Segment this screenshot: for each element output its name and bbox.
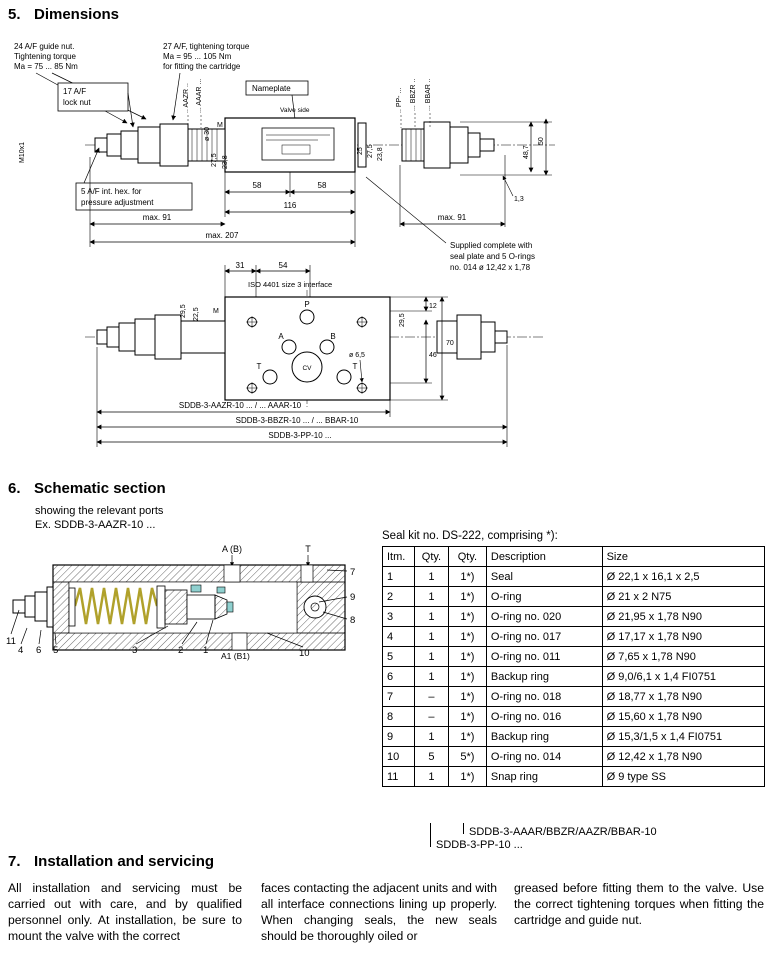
dim-58-a: 58	[252, 181, 262, 190]
dim-dia-6-5: ø 6,5	[349, 352, 365, 359]
table-cell: Ø 21,95 x 1,78 N90	[602, 607, 764, 627]
top-view-cartridge-left	[97, 315, 225, 359]
dim-max-91-right: max. 91	[437, 213, 467, 222]
dim-58-b: 58	[317, 181, 327, 190]
col-header-itm: Itm.	[383, 547, 415, 567]
port-t1-label: T	[256, 362, 262, 371]
iso-interface-label: ISO 4401 size 3 interface	[248, 280, 333, 289]
callout-8: 8	[350, 615, 356, 626]
section-7-heading	[8, 853, 214, 870]
nameplate-label: Nameplate	[252, 84, 291, 93]
col-header-qty1: Qty.	[414, 547, 448, 567]
section-6-heading	[8, 480, 166, 497]
seal-kit-title: Seal kit no. DS-222, comprising *):	[382, 530, 558, 542]
dim-48-7: 48,7	[523, 145, 530, 159]
table-cell: Snap ring	[486, 767, 602, 787]
table-cell: 5	[414, 747, 448, 767]
table-row	[383, 747, 765, 767]
table-cell: 1	[414, 647, 448, 667]
table-row	[383, 687, 765, 707]
table-cell: Ø 21 x 2 N75	[602, 587, 764, 607]
table-cell: Ø 15,60 x 1,78 N90	[602, 707, 764, 727]
table-cell: Ø 18,77 x 1,78 N90	[602, 687, 764, 707]
table-header-row	[383, 547, 765, 567]
dimensions-drawing	[0, 35, 769, 460]
dim-54: 54	[278, 261, 288, 270]
dim-31: 31	[235, 261, 245, 270]
table-cell: 1*)	[448, 707, 486, 727]
installation-col-1: All installation and servicing must be carried out with care, and by qualified personnel only. At installation, be sure to mount the valve with the correct	[8, 881, 242, 943]
dim-29-5-right: 29,5	[399, 313, 406, 327]
supplied-line3: no. 014 ø 12,42 x 1,78	[450, 263, 531, 272]
table-row	[383, 767, 765, 787]
table-row	[383, 667, 765, 687]
callout-3: 3	[132, 645, 138, 656]
table-cell: 1*)	[448, 647, 486, 667]
dim-12: 12	[429, 303, 437, 310]
tag-bbar: ... BBAR ..	[425, 78, 432, 111]
seal-kit-section	[382, 530, 768, 787]
model-line-3: SDDB-3-PP-10 ...	[268, 431, 332, 440]
table-cell: Ø 7,65 x 1,78 N90	[602, 647, 764, 667]
callout-1: 1	[203, 645, 209, 656]
col-header-qty2: Qty.	[448, 547, 486, 567]
table-cell: 1	[414, 587, 448, 607]
tag-aaar: ... AAAR ...	[196, 78, 203, 113]
model-line-1: SDDB-3-AAZR-10 ... / ... AAAR-10	[178, 401, 302, 410]
table-cell: 9	[383, 727, 415, 747]
supplied-note	[366, 177, 535, 272]
footnote-connector-2	[430, 823, 431, 847]
dim-27-5-left: 27,5	[211, 153, 218, 167]
dim-116: 116	[283, 201, 297, 210]
height-dims-right	[460, 119, 552, 203]
table-row	[383, 567, 765, 587]
table-cell: Seal	[486, 567, 602, 587]
callout-5: 5	[53, 645, 59, 656]
table-cell: 1*)	[448, 627, 486, 647]
cartridge-note-line1: 27 A/F, tightening torque	[163, 42, 250, 51]
callout-7: 7	[350, 567, 356, 578]
table-row	[383, 727, 765, 747]
table-cell: 1*)	[448, 567, 486, 587]
dim-23-8-right: 23,8	[377, 147, 384, 161]
table-cell: 1	[414, 727, 448, 747]
seal-kit-footnote-2: SDDB-3-PP-10 ...	[436, 839, 523, 851]
table-cell: Ø 22,1 x 16,1 x 2,5	[602, 567, 764, 587]
table-cell: 1	[383, 567, 415, 587]
table-cell: 1*)	[448, 687, 486, 707]
table-cell: 1*)	[448, 607, 486, 627]
table-cell: O-ring no. 020	[486, 607, 602, 627]
table-cell: 1*)	[448, 667, 486, 687]
guide-nut-note-line3: Ma = 75 ... 85 Nm	[14, 62, 78, 71]
table-cell: 2	[383, 587, 415, 607]
schematic-port-t-label: T	[305, 544, 311, 554]
footnote-connector-1	[463, 823, 464, 834]
table-cell: Backup ring	[486, 667, 602, 687]
table-cell: 8	[383, 707, 415, 727]
dim-max-207: max. 207	[205, 231, 239, 240]
valve-side-view	[85, 118, 555, 172]
valve-side-label: Valve side	[280, 107, 310, 114]
dim-27-5-right: 27,5	[367, 144, 374, 158]
dim-25: 25	[357, 147, 364, 155]
table-cell: 5*)	[448, 747, 486, 767]
nameplate	[262, 128, 334, 160]
seal-3	[227, 602, 233, 612]
callout-4: 4	[18, 645, 24, 656]
col-header-size: Size	[602, 547, 764, 567]
schematic-subtitle-2: Ex. SDDB-3-AAZR-10 ...	[35, 519, 156, 531]
cartridge-torque-note	[163, 42, 250, 120]
callout-11: 11	[6, 636, 16, 647]
table-cell: O-ring	[486, 587, 602, 607]
callout-2: 2	[178, 645, 184, 656]
table-cell: 3	[383, 607, 415, 627]
dim-70: 70	[446, 340, 454, 347]
dim-50: 50	[538, 137, 545, 145]
tag-pp: .. PP- ...	[396, 87, 403, 113]
section-6-number: 6.	[8, 480, 21, 497]
pressure-adj-line2: pressure adjustment	[81, 198, 154, 207]
table-cell: 1	[414, 767, 448, 787]
port-t2-label: T	[352, 362, 358, 371]
seal-2	[217, 587, 225, 593]
guide-nut-note-line2: Tightening torque	[14, 52, 76, 61]
spring-seat-left	[69, 588, 75, 626]
table-cell: 7	[383, 687, 415, 707]
table-cell: O-ring no. 016	[486, 707, 602, 727]
table-cell: O-ring no. 014	[486, 747, 602, 767]
table-cell: O-ring no. 018	[486, 687, 602, 707]
seal-kit-table	[382, 546, 765, 787]
section-6-title: Schematic section	[34, 480, 166, 497]
tag-aazr: .. AAZR ..	[183, 83, 190, 113]
top-view-cartridge-right	[437, 315, 507, 359]
cv-label: CV	[302, 365, 312, 372]
installation-col-2: faces contacting the adjacent units and with all interface connections lining up properly. When changing seals, the new seals should be thoroughly oiled or	[261, 881, 497, 943]
schematic-subtitle-1: showing the relevant ports	[35, 505, 164, 517]
table-row	[383, 707, 765, 727]
table-cell: Ø 12,42 x 1,78 N90	[602, 747, 764, 767]
cartridge-note-line2: Ma = 95 ... 105 Nm	[163, 52, 232, 61]
table-cell: O-ring no. 017	[486, 627, 602, 647]
port-a-label: A	[278, 332, 284, 341]
schematic-adjust-stem	[13, 587, 53, 627]
section-5-number: 5.	[8, 6, 21, 23]
table-cell: Ø 9 type SS	[602, 767, 764, 787]
table-row	[383, 627, 765, 647]
table-cell: Ø 15,3/1,5 x 1,4 FI0751	[602, 727, 764, 747]
seal-kit-footnote-1: SDDB-3-AAAR/BBZR/AAZR/BBAR-10	[469, 826, 657, 838]
tag-bbzr: ... BBZR ..	[410, 78, 417, 111]
dim-29-5-left: 29,5	[180, 304, 187, 318]
section-7-title: Installation and servicing	[34, 853, 215, 870]
dim-46: 46	[429, 352, 437, 359]
callout-9: 9	[350, 592, 356, 603]
dim-m10x1: M10x1	[19, 141, 26, 163]
table-cell: –	[414, 687, 448, 707]
installation-col-3: greased before fitting them to the valve. Use the correct tightening torques when fitting the cartridge and guide nut.	[514, 881, 764, 927]
callout-10: 10	[299, 648, 310, 659]
label-m-top: M	[213, 308, 219, 315]
table-cell: O-ring no. 011	[486, 647, 602, 667]
port-b-label: B	[330, 332, 336, 341]
section-7-number: 7.	[8, 853, 21, 870]
col-header-description: Description	[486, 547, 602, 567]
schematic-port-ab-label: A (B)	[221, 544, 243, 554]
port-p-label: P	[304, 300, 310, 309]
guide-nut-note-line1: 24 A/F guide nut.	[14, 42, 75, 51]
table-cell: 10	[383, 747, 415, 767]
table-cell: Ø 17,17 x 1,78 N90	[602, 627, 764, 647]
table-cell: 6	[383, 667, 415, 687]
section-5-title: Dimensions	[34, 6, 120, 23]
table-cell: 11	[383, 767, 415, 787]
model-line-2: SDDB-3-BBZR-10 ... / ... BBAR-10	[235, 416, 359, 425]
spring-seat-right	[157, 586, 165, 628]
dim-1-3: 1,3	[514, 196, 524, 203]
table-cell: 4	[383, 627, 415, 647]
label-m-side: M	[217, 122, 223, 129]
supplied-line1: Supplied complete with	[450, 241, 533, 250]
section-5-heading	[8, 6, 119, 23]
lock-nut-note-line2: lock nut	[63, 98, 91, 107]
table-cell: –	[414, 707, 448, 727]
schematic-section-drawing	[5, 540, 377, 678]
table-cell: 1	[414, 607, 448, 627]
dim-dia30: ø 30	[204, 126, 211, 141]
table-row	[383, 587, 765, 607]
dim-23-8-left: 23,8	[222, 155, 229, 169]
callout-a1b1: A1 (B1)	[221, 651, 250, 661]
supplied-line2: seal plate and 5 O-rings	[450, 252, 535, 261]
orifice-inner	[311, 603, 319, 611]
table-cell: 1	[414, 667, 448, 687]
valve-top-view	[85, 261, 545, 447]
pressure-adj-line1: 5 A/F int. hex. for	[81, 187, 142, 196]
seal-1	[191, 585, 201, 592]
dim-max-91-left: max. 91	[142, 213, 172, 222]
table-cell: 1*)	[448, 767, 486, 787]
table-cell: 1	[414, 567, 448, 587]
table-cell: 5	[383, 647, 415, 667]
table-cell: 1*)	[448, 727, 486, 747]
table-cell: 1	[414, 627, 448, 647]
table-cell: Ø 9,0/6,1 x 1,4 FI0751	[602, 667, 764, 687]
callout-6: 6	[36, 645, 42, 656]
table-row	[383, 607, 765, 627]
dim-22-5: 22,5	[193, 307, 200, 321]
lock-nut-note-line1: 17 A/F	[63, 87, 87, 96]
table-cell: 1*)	[448, 587, 486, 607]
cartridge-note-line3: for fitting the cartridge	[163, 62, 241, 71]
table-row	[383, 647, 765, 667]
table-cell: Backup ring	[486, 727, 602, 747]
